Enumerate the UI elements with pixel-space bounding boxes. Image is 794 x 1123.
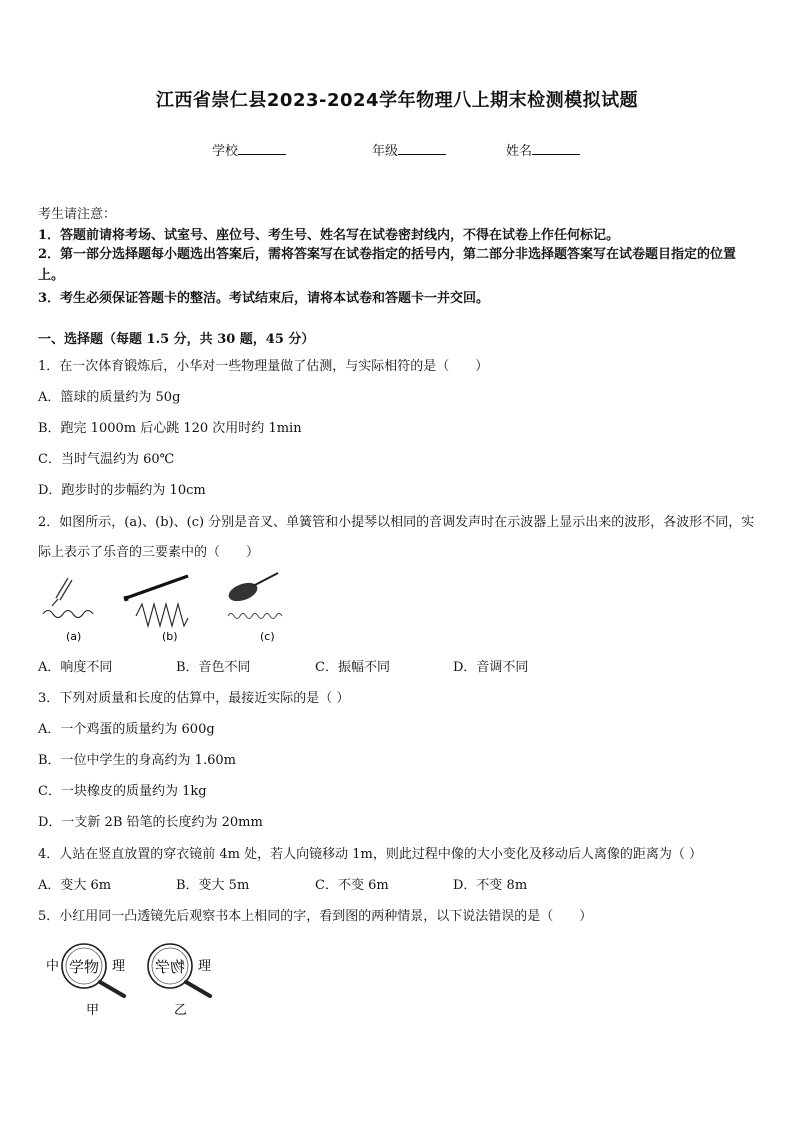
jia-label: 甲 (86, 1003, 100, 1018)
q5-stem: 5．小红用同一凸透镜先后观察书本上相同的字，看到图的两种情景，以下说法错误的是（ ） (38, 909, 593, 924)
page-title: 江西省崇仁县2023-2024学年物理八上期末检测模拟试题 (155, 90, 639, 111)
q1-stem: 1．在一次体育锻炼后，小华对一些物理量做了估测，与实际相符的是（ ） (38, 359, 489, 374)
school-field (212, 140, 286, 159)
grade-label: 年级 (372, 144, 399, 159)
notice-item-3: 3．考生必须保证答题卡的整洁。考试结束后，请将本试卷和答题卡一并交回。 (38, 291, 490, 306)
waveform-c (228, 614, 282, 619)
q2-stem: 2．如图所示，(a)、(b)、(c) 分别是音叉、单簧管和小提琴以相同的音调发声时在示波器上显示出来的波形，各波形不同，实际上表示了乐音的三要素中的（ ） (38, 515, 755, 560)
grade-blank[interactable] (398, 142, 446, 155)
yi-text: 物学 (154, 958, 186, 976)
q3-stem: 3．下列对质量和长度的估算中，最接近实际的是（ ） (38, 691, 350, 706)
section-heading: 一、选择题（每题 1.5 分，共 30 题，45 分） (38, 332, 315, 347)
notice-item-1: 1．答题前请将考场、试室号、座位号、考生号、姓名写在试卷密封线内，不得在试卷上作任何标记。 (38, 228, 620, 243)
q2-option-c: C．振幅不同 (315, 660, 390, 675)
figure-label-a: (a) (66, 630, 82, 643)
q1-option-d: D．跑步时的步幅约为 10cm (38, 483, 206, 498)
name-label: 姓名 (506, 144, 533, 159)
q4-option-d: D．不变 8m (453, 878, 528, 893)
q1-option-b: B．跑完 1000m 后心跳 120 次用时约 1min (38, 421, 302, 436)
figure-label-c: (c) (260, 630, 275, 643)
q3-option-d: D．一支新 2B 铅笔的长度约为 20mm (38, 815, 263, 830)
q2-waveform-figure (38, 568, 308, 648)
notice-item-2: 2．第一部分选择题每小题选出答案后，需将答案写在试卷指定的括号内，第二部分非选择题答案写在试卷题目指定的位置上。 (38, 247, 737, 283)
notice-heading: 考生请注意： (38, 207, 117, 222)
waveform-b (136, 604, 188, 626)
q3-option-a: A．一个鸡蛋的质量约为 600g (38, 722, 215, 737)
q2-option-b: B．音色不同 (176, 660, 251, 675)
grade-field (372, 140, 446, 159)
middle-right-char: 理 (112, 959, 126, 974)
school-blank[interactable] (238, 142, 286, 155)
q2-option-d: D．音调不同 (453, 660, 529, 675)
tuning-fork-icon (52, 578, 72, 606)
q1-option-a: A．篮球的质量约为 50g (38, 390, 181, 405)
waveform-a (43, 611, 93, 618)
q4-option-a: A．变大 6m (38, 878, 112, 893)
school-label: 学校 (212, 144, 239, 159)
q1-option-c: C．当时气温约为 60℃ (38, 452, 175, 467)
jia-text: 学物 (68, 958, 100, 976)
q4-option-c: C．不变 6m (315, 878, 389, 893)
q3-option-c: C．一块橡皮的质量约为 1kg (38, 784, 207, 799)
right-char: 理 (198, 959, 212, 974)
q4-option-b: B．变大 5m (176, 878, 250, 893)
q4-stem: 4．人站在竖直放置的穿衣镜前 4m 处，若人向镜移动 1m，则此过程中像的大小变化及移动后人离像的距离为（ ） (38, 847, 702, 862)
violin-icon (226, 573, 278, 605)
left-char: 中 (46, 959, 60, 974)
q2-option-a: A．响度不同 (38, 660, 113, 675)
q3-option-b: B．一位中学生的身高约为 1.60m (38, 753, 236, 768)
q5-magnifier-figure (44, 938, 234, 1022)
figure-label-b: (b) (162, 630, 178, 643)
name-field (506, 140, 580, 159)
yi-label: 乙 (174, 1003, 188, 1018)
name-blank[interactable] (532, 142, 580, 155)
clarinet-icon (124, 576, 188, 599)
